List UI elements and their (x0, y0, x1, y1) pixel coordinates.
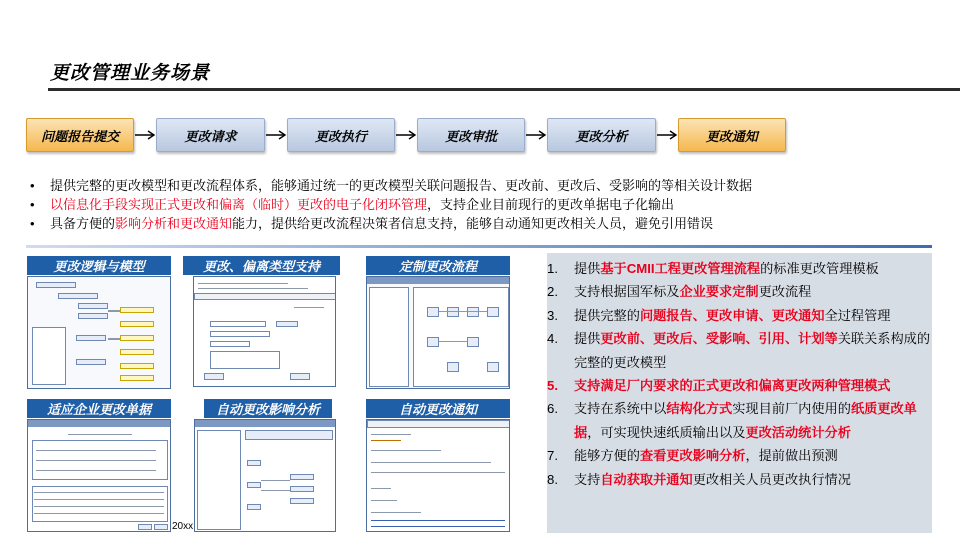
arrow-right-icon (265, 129, 287, 141)
process-flow (26, 118, 786, 152)
bullet-item (30, 214, 930, 233)
feature-text: 提供 (574, 331, 601, 347)
bullet-text-highlight: 影响分析和更改通知 (115, 216, 233, 231)
feature-number: 4. (547, 331, 558, 347)
feature-text: ，可实现快速纸质输出以及 (587, 424, 746, 440)
feature-highlight: 企业要求定制 (679, 284, 759, 300)
bullet-text: ，支持企业目前现行的更改单据电子化输出 (427, 197, 675, 212)
feature-text: 支持根据国军标及 (574, 284, 680, 300)
feature-item (547, 444, 932, 467)
feature-text: ，提前做出预测 (745, 448, 838, 464)
feature-highlight: 自动获取并通知 (600, 471, 693, 487)
feature-text: 的标准更改管理模板 (760, 261, 879, 276)
feature-item (547, 374, 932, 397)
feature-item (547, 468, 932, 491)
flow-step-change-approval: 更改审批 (417, 118, 525, 152)
panel-title-impact-analysis: 自动更改影响分析 (204, 399, 332, 418)
feature-text: 能够方便的 (574, 448, 640, 464)
flow-step-problem-report: 问题报告提交 (26, 118, 134, 152)
screenshot-enterprise-forms (27, 419, 171, 532)
feature-number: 8. (547, 471, 558, 487)
feature-number: 2. (547, 284, 558, 300)
feature-highlight: 问题报告、更改申请、更改通知 (639, 307, 825, 323)
screenshot-auto-notice (366, 419, 510, 532)
feature-text: 支持在系统中以 (574, 401, 667, 417)
arrow-right-icon (525, 129, 547, 141)
summary-bullets (30, 176, 930, 233)
bullet-text: 具备方便的 (50, 216, 116, 231)
bullet-text-highlight: 以信息化手段实现正式更改和偏离（临时）更改的电子化闭环管理 (50, 197, 428, 212)
bullet-item (30, 176, 930, 195)
arrow-right-icon (656, 129, 678, 141)
feature-text: 更改相关人员更改执行情况 (692, 471, 851, 487)
feature-highlight: 更改前、更改后、受影响、引用、计划等 (600, 331, 838, 347)
feature-text: 提供完整的 (574, 307, 640, 323)
feature-text: 实现目前厂内使用的 (732, 401, 851, 417)
arrow-right-icon (395, 129, 417, 141)
flow-step-change-execution: 更改执行 (287, 118, 395, 152)
bullet-text: 能力，提供给更改流程决策者信息支持，能够自动通知更改相关人员，避免引用错误 (232, 216, 714, 231)
flow-step-change-analysis: 更改分析 (547, 118, 655, 152)
feature-list-panel (547, 253, 932, 533)
screenshot-impact-analysis (194, 419, 336, 532)
panel-title-custom-flow: 定制更改流程 (366, 256, 510, 275)
feature-list (547, 257, 932, 491)
feature-number: 6. (547, 401, 558, 417)
feature-highlight: 更改活动统计分析 (745, 424, 851, 440)
feature-number: 7. (547, 448, 558, 464)
bullet-text: 提供完整的更改模型和更改流程体系，能够通过统一的更改模型关联问题报告、更改前、更改后、受影响的等相关设计数据 (50, 178, 753, 193)
feature-highlight: 纸质更改单据 (574, 401, 917, 440)
feature-highlight: 查看更改影响分析 (639, 448, 746, 464)
feature-item (547, 257, 932, 280)
footnote: 20xx (172, 521, 194, 532)
panel-title-enterprise-forms: 适应企业更改单据 (27, 399, 171, 418)
feature-number: 1. (547, 261, 558, 276)
arrow-right-icon (134, 129, 156, 141)
panel-title-auto-notice: 自动更改通知 (366, 399, 510, 418)
feature-number: 3. (547, 307, 558, 323)
flow-step-change-request: 更改请求 (156, 118, 264, 152)
feature-item (547, 397, 932, 444)
feature-number: 5. (547, 378, 558, 394)
screenshot-custom-flow (366, 276, 510, 389)
feature-item (547, 304, 932, 327)
feature-highlight: 基于CMII工程更改管理流程 (600, 261, 761, 276)
title-divider (48, 88, 960, 91)
screenshot-change-logic (27, 276, 171, 389)
feature-text: 全过程管理 (824, 307, 891, 323)
feature-text: 关联关系构成的完整的更改模型 (574, 331, 931, 370)
section-divider (26, 245, 932, 248)
screenshot-change-types (193, 276, 336, 387)
feature-text: 支持 (574, 471, 601, 487)
feature-text: 支持满足厂内要求的正式更改和偏离更改两种管理模式 (574, 378, 891, 394)
feature-highlight: 结构化方式 (666, 401, 733, 417)
feature-text: 提供 (574, 261, 601, 276)
flow-step-change-notice: 更改通知 (678, 118, 786, 152)
feature-text: 更改流程 (758, 284, 812, 300)
panel-title-change-logic: 更改逻辑与模型 (27, 256, 171, 275)
feature-item (547, 280, 932, 303)
page-title: 更改管理业务场景 (50, 63, 211, 84)
panel-title-change-types: 更改、偏离类型支持 (183, 256, 340, 275)
bullet-item (30, 195, 930, 214)
feature-item (547, 327, 932, 374)
